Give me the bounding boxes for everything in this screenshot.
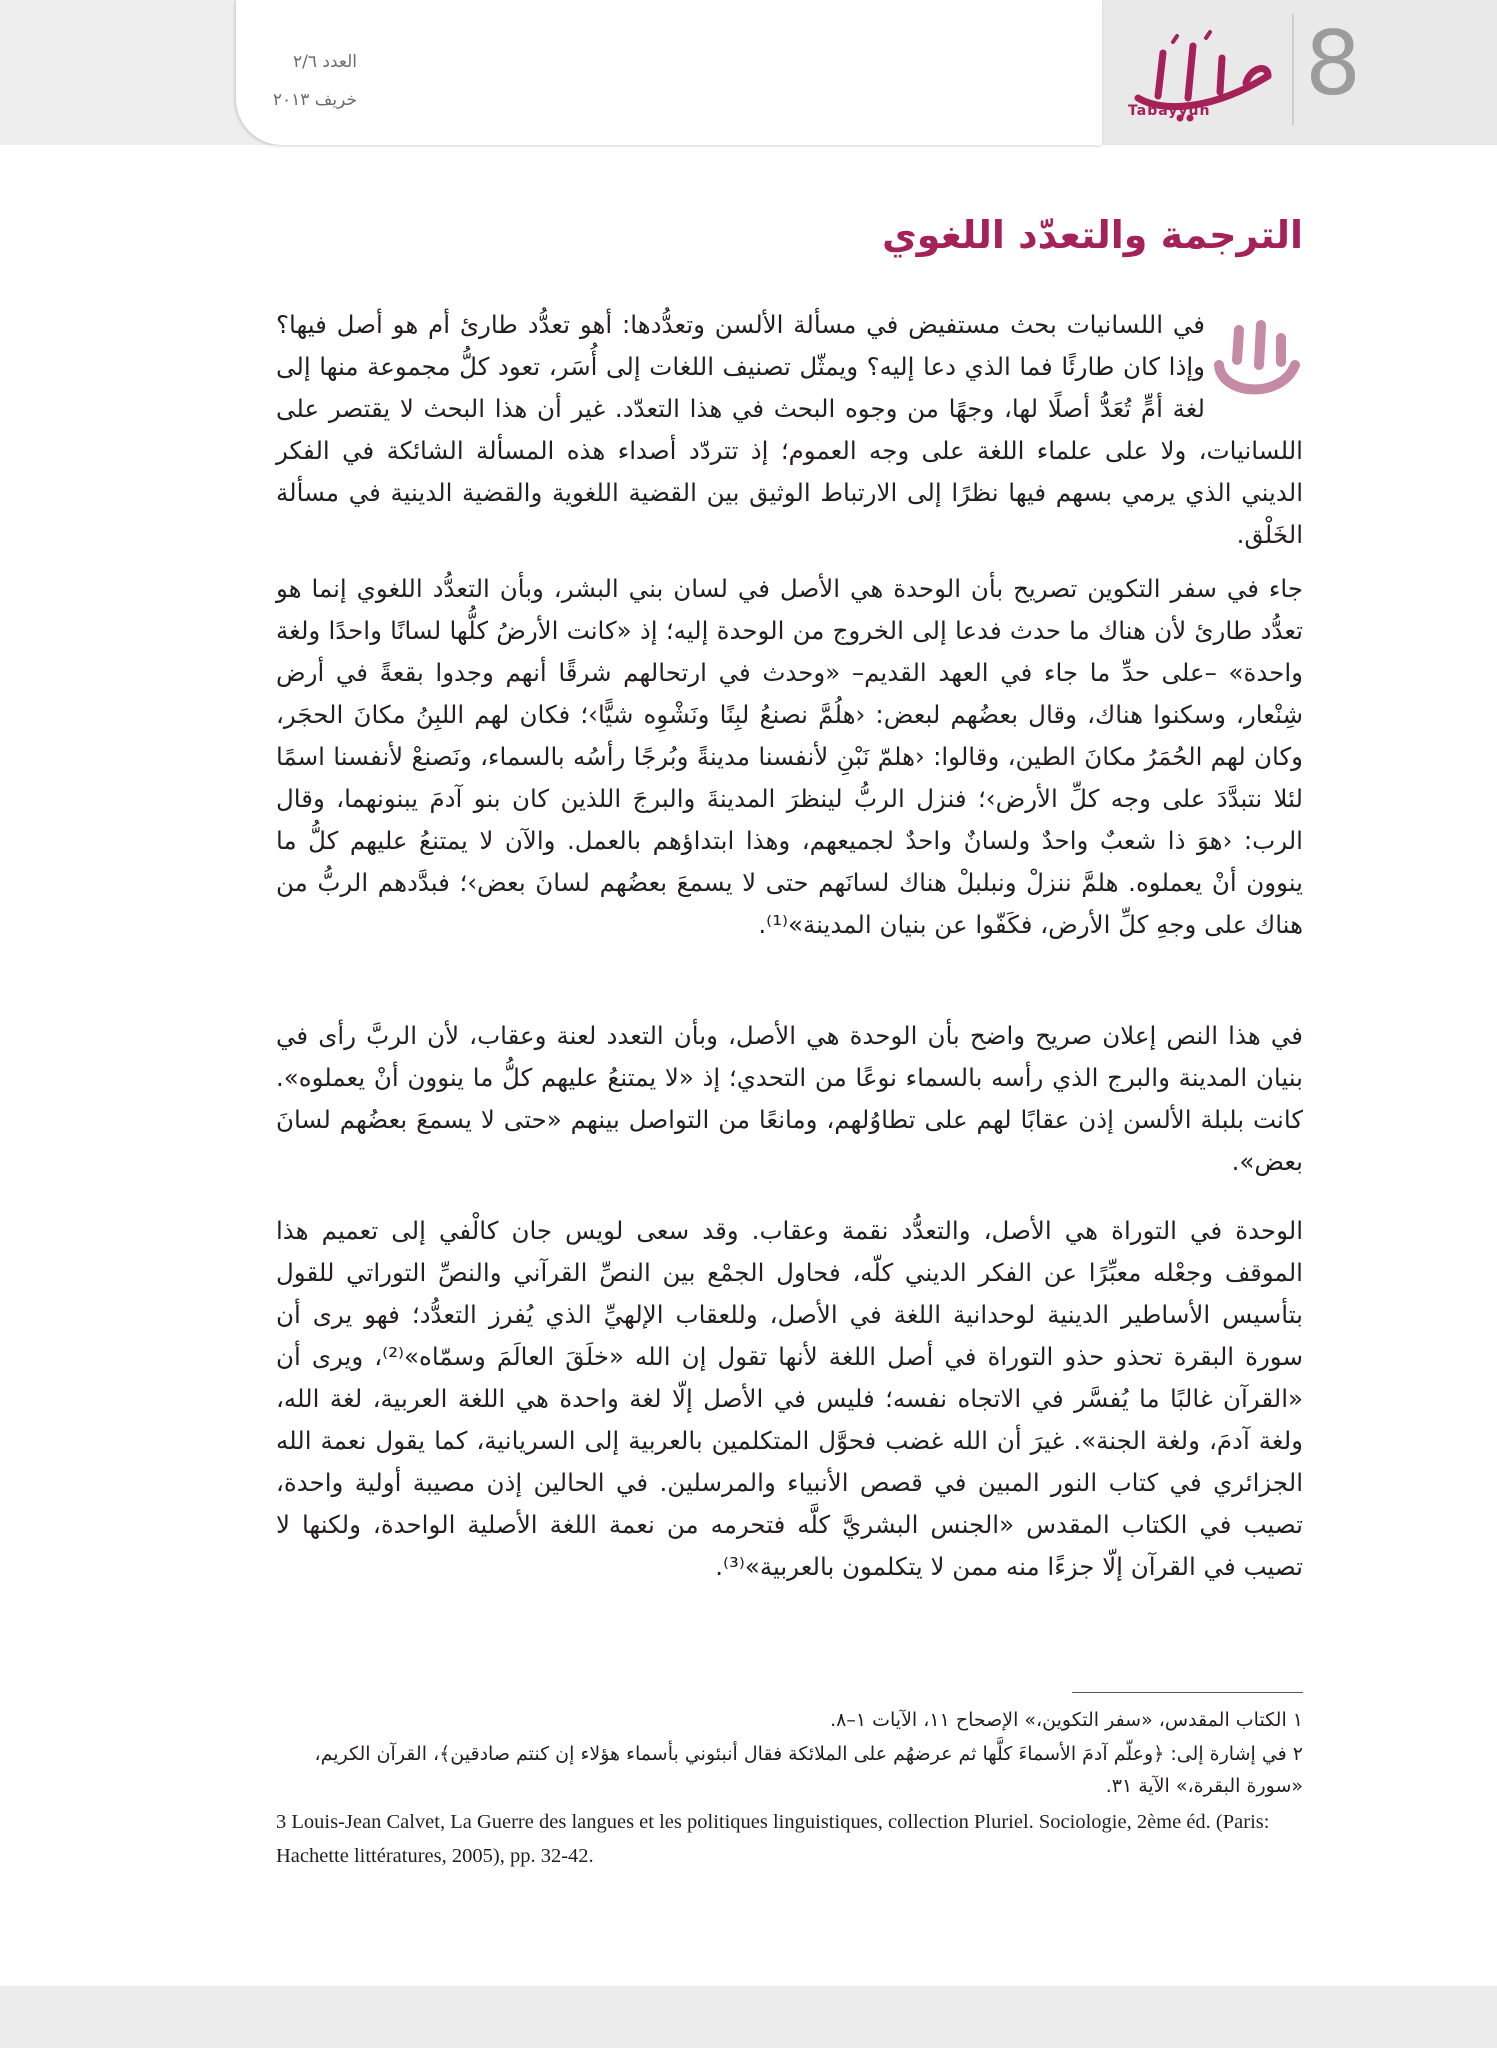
paragraph-4: الوحدة في التوراة هي الأصل، والتعدُّد نقمة وعقاب. وقد سعى لويس جان كالْفي إلى تعميم هذا الموقف وجعْله معبِّرًا عن الفكر الديني كلّه، فحاول الجمْع بين النصِّ القرآني والنصِّ التوراتي للقول بتأسيس الأساطير الدينية لوحدانية اللغة في الأصل، وللعقاب الإلهيِّ الذي يُفرز التعدُّد؛ فهو يرى أن سورة البقرة تحذو حذو التوراة في أصل اللغة لأنها تقول إن الله «خلَقَ العالَمَ وسمّاه»⁽²⁾، ويرى أن «القرآن غالبًا ما يُفسَّر في الاتجاه نفسه؛ فليس في الأصل إلّا لغة واحدة هي اللغة العربية، لغة الله، ولغة آدمَ، ولغة الجنة». غيرَ أن الله غضب فحوَّل المتكلمين بالعربية إلى السريانية، كما يقول نعمة الله الجزائري في كتاب النور المبين في قصص الأنبياء والمرسلين. في الحالين إذن مصيبة أولية واحدة، تصيب في الكتاب المقدس «الجنس البشريَّ كلَّه فتحرمه من نعمة اللغة الأصلية الواحدة، ولكنها لا تصيب في القرآن إلّا جزءًا منه ممن لا يتكلمون بالعربية»⁽³⁾.	[276, 1216, 1303, 1581]
header-info-panel	[236, 0, 1102, 145]
logo-latin-text: Tabayyun	[1128, 103, 1211, 119]
issue-number: العدد ٢/٦	[292, 52, 357, 72]
paragraph-1	[276, 304, 1303, 556]
paragraph-3: في هذا النص إعلان صريح واضح بأن الوحدة هي الأصل، وبأن التعدد لعنة وعقاب، لأن الربَّ رأى في بنيان المدينة والبرج الذي رأسه بالسماء نوعًا من التحدي؛ إذ «لا يمتنعُ عليهم كلُّ ما ينوون أنْ يعملوه». كانت بلبلة الألسن إذن عقابًا لهم على تطاوُلهم، ومانعًا من التواصل بينهم «حتى لا يسمعَ بعضُهم لسانَ بعض».	[276, 1021, 1303, 1176]
header-divider	[1292, 14, 1294, 126]
footnote-1: ١ الكتاب المقدس، «سفر التكوين،» الإصحاح ١١، الآيات ١–٨.	[830, 1709, 1303, 1731]
footer-band	[0, 1986, 1497, 2048]
footnote-3: 3 Louis-Jean Calvet, La Guerre des langues et les politiques linguistiques, collection Pluriel. Sociologie, 2ème éd. (Paris: Hachette littératures, 2005), pp. 32-42.	[276, 1811, 1270, 1867]
paragraph-2: جاء في سفر التكوين تصريح بأن الوحدة هي الأصل في لسان بني البشر، وبأن التعدُّد اللغوي إنما هو تعدُّد طارئ لأن هناك ما حدث فدعا إلى الخروج من الوحدة إليه؛ إذ «كانت الأرضُ كلُّها لسانًا واحدًا ولغة واحدة» –على حدِّ ما جاء في العهد القديم– «وحدث في ارتحالهم شرقًا أنهم وجدوا بقعةً في أرض شِنْعار، وسكنوا هناك، وقال بعضُهم لبعض: ‹هلُمَّ نصنعُ لبِنًا ونَشْوِه شيًّا›؛ فكان لهم اللبِنُ مكانَ الحجَر، وكان لهم الحُمَرُ مكانَ الطين، وقالوا: ‹هلمّ نَبْنِ لأنفسنا مدينةً وبُرجًا رأسُه بالسماء، ونَصنعْ لأنفسنا اسمًا لئلا نتبدَّدَ على وجه كلِّ الأرض›؛ فنزل الربُّ لينظرَ المدينةَ والبرجَ اللذين كان بنو آدمَ يبنونهما، وقال الرب: ‹هوَ ذا شعبٌ واحدٌ ولسانٌ واحدٌ لجميعهم، وهذا ابتداؤهم بالعمل. والآن لا يمتنعُ عليهم كلُّ ما ينوون أنْ يعملوه. هلمَّ ننزلْ ونبلبلْ هناك لسانَهم حتى لا يسمعَ بعضُهم لسانَ بعض›؛ فبدَّدهم الربُّ من هناك على وجهِ كلِّ الأرض، فكَفّوا عن بنيان المدينة»⁽¹⁾.	[276, 574, 1303, 939]
paragraph-1-text: في اللسانيات بحث مستفيض في مسألة الألسن وتعدُّدها: أهو تعدُّد طارئ أم هو أصل فيها؟ وإذا كان طارئًا فما الذي دعا إليه؟ ويمثّل تصنيف اللغات إلى أُسَر، تعود كلُّ مجموعة منها إلى لغة أمٍّ تُعَدُّ أصلًا لها، وجهًا من وجوه البحث في هذا التعدّد. غير أن هذا البحث لا يقتصر على اللسانيات، ولا على علماء اللغة على وجه العموم؛ إذ تتردّد أصداء هذه المسألة الشائكة في الفكر الديني الذي يرمي بسهم فيها نظرًا إلى الارتباط الوثيق بين القضية اللغوية والقضية الدينية في مسألة الخَلْق.	[276, 310, 1303, 549]
issue-season: خريف ٢٠١٣	[272, 90, 357, 110]
article-title: الترجمة والتعدّد اللغوي	[881, 213, 1303, 257]
page-number: 8	[1305, 12, 1361, 115]
footnote-separator	[1072, 1692, 1303, 1693]
dropcap-icon	[1211, 310, 1303, 410]
footnote-2: ٢ في إشارة إلى: ﴿وعلّم آدمَ الأسماءَ كلَّها ثم عرضهُم على الملائكة فقال أنبئوني بأسماء هؤلاء إن كنتم صادقين﴾، القرآن الكريم، «سورة البقرة،» الآية ٣١.	[314, 1743, 1303, 1797]
